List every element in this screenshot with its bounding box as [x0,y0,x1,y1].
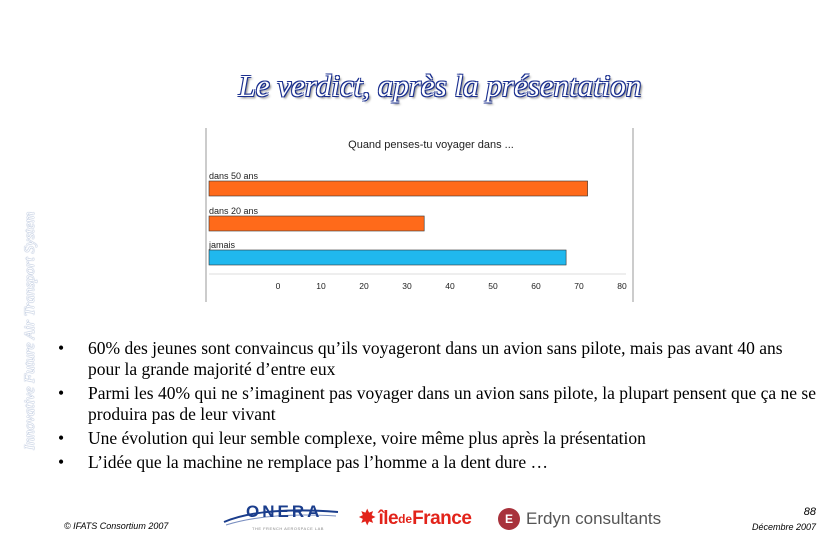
x-tick-label: 60 [531,281,541,291]
x-tick-label: 0 [275,281,281,291]
x-tick-label: 30 [402,281,412,291]
bullet-item [58,338,818,380]
x-tick-label: 80 [617,281,627,291]
bar [209,250,566,265]
category-label: dans 50 ans [209,171,259,181]
side-vertical-text: Innovative Future Air Transport System [22,211,38,450]
bullet-dot: • [58,338,65,358]
erdyn-logo-text: Erdyn consultants [526,509,662,528]
bullet-list [58,338,818,476]
chart-title: Quand penses-tu voyager dans ... [348,139,514,151]
bullet-dot: • [58,452,65,472]
idf-logo-text-c: France [412,508,472,529]
slide-title: Le verdict, après la présentation [238,68,642,103]
star-icon: ✸ [358,506,377,531]
bullet-item [58,428,818,449]
x-tick-label: 20 [359,281,369,291]
idf-logo-text-b: de [398,512,413,526]
bullet-text: Une évolution qui leur semble complexe, voire même plus après la présentation [88,428,646,448]
idf-logo-text-a: île [378,508,399,529]
bullet-text: L’idée que la machine ne remplace pas l’homme a la dent dure … [88,452,548,472]
bullet-text: Parmi les 40% qui ne s’imaginent pas voyager dans un avion sans pilote, la plupart pensent que ça ne se produira pas de leur vivant [88,383,817,424]
footer-copyright: © IFATS Consortium 2007 [64,521,169,531]
erdyn-mark-icon: E [498,508,520,530]
x-tick-label: 70 [574,281,584,291]
ile-de-france-logo [358,506,471,532]
footer-right [752,506,816,532]
bullet-item [58,383,818,425]
bullet-text: 60% des jeunes sont convaincus qu’ils voyageront dans un avion sans pilote, mais pas avant 40 ans pour la grande majorité d’entre eux [88,338,783,379]
bullet-item [58,452,818,473]
bar [209,216,424,231]
category-label: dans 20 ans [209,206,259,216]
bar [209,181,588,196]
footer-date: Décembre 2007 [751,522,816,532]
page-number: 88 [803,506,816,518]
bullet-dot: • [58,383,65,403]
x-tick-label: 10 [316,281,326,291]
onera-logo-text: ONERA [246,502,323,521]
category-label: jamais [209,240,236,250]
bullet-dot: • [58,428,65,448]
x-tick-label: 40 [445,281,455,291]
onera-logo [222,500,340,536]
x-tick-label: 50 [488,281,498,291]
erdyn-logo [498,508,661,530]
onera-logo-subtitle: THE FRENCH AEROSPACE LAB [252,526,324,531]
bar-chart [205,128,635,304]
